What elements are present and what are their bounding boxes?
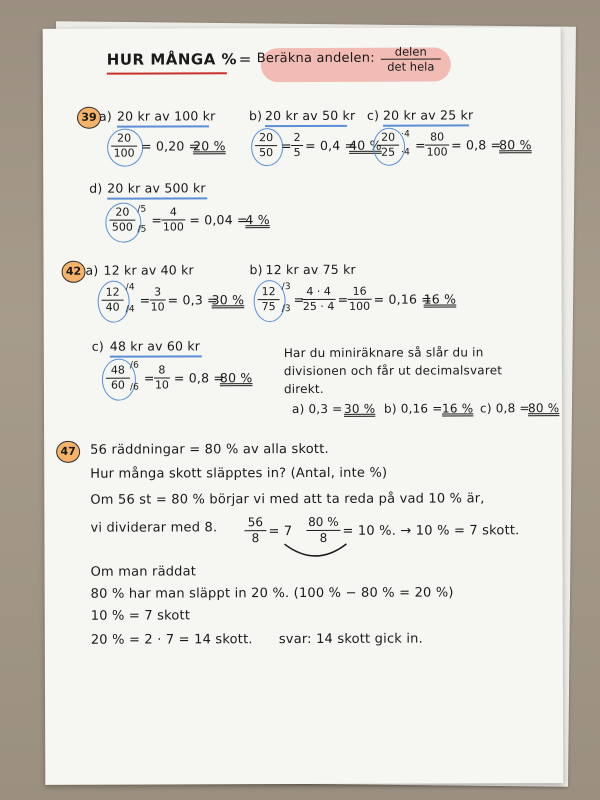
title-equals: = [238,50,252,69]
p39-a-answer: 20 % [193,138,226,154]
problem-39-number: 39 [77,107,101,129]
p42-b-question: 12 kr av 75 kr [265,261,356,278]
p42-a-den: 40 [105,300,120,314]
formula-denominator: det hela [387,59,435,74]
p42-a-label: a) [85,262,99,278]
calc-note-line2: divisionen och får ut decimalsvaret [283,363,503,379]
p42-b-fraction2 [302,286,336,313]
p42-c-num: 48 [110,363,125,377]
p42-b-fraction3 [348,286,372,313]
p42-a-num2: 3 [154,285,162,299]
p42-c-underline [110,355,202,357]
p42-b-den3: 100 [349,299,371,313]
p42-a-rest: = 0,3 = [167,292,218,308]
p39-d-answer: 4 % [245,212,270,228]
p39-b-num2: 2 [293,131,301,145]
p47-fraction1 [244,516,266,545]
p39-d-den: 500 [111,220,133,234]
calc-note-b-answer: 16 % [441,401,474,416]
p42-b-answer: 16 % [423,291,457,307]
p42-b-num2: 4 · 4 [306,284,331,298]
p42-c-num2: 8 [158,363,166,377]
p42-c-rest: = 0,8 = [173,370,225,386]
p39-c-label: c) [366,107,380,123]
p42-a-answer: 30 % [211,292,245,308]
p39-d-eq: = [151,212,163,228]
p42-b-div-top: /3 [281,282,291,293]
p39-c-den: 25 [381,145,396,159]
p42-c-label: c) [91,338,104,354]
formula-fraction [381,46,441,73]
p42-b-num3: 16 [352,284,367,298]
p47-f2-den: 8 [319,530,328,545]
p39-a-num: 20 [117,131,132,145]
p39-b-answer: 40 % [349,137,382,153]
p39-c-mul-bot: ·4 [401,147,411,158]
p39-d-rest: = 0,04 = [189,212,248,228]
p42-a-num: 12 [105,285,120,299]
p42-c-div-bot: /6 [129,382,140,393]
p39-a-den: 100 [113,146,135,160]
p42-a-fraction2 [150,286,166,313]
p42-b-num: 12 [261,285,276,299]
p47-fraction2 [306,516,340,545]
p39-c-eq: = [415,137,426,153]
p47-f1-den: 8 [251,531,260,546]
p47-line5: Om man räddat [90,564,197,580]
p39-c-num: 20 [381,130,396,144]
p39-a-label: a) [98,108,112,124]
p39-a-rest: = 0,20 = [141,138,200,154]
p39-a-underline [117,125,209,127]
p39-b-fraction2 [291,132,303,159]
p42-a-fraction [102,287,124,314]
p47-line3: Om 56 st = 80 % börjar vi med att ta reda på vad 10 % är, [90,491,485,508]
p39-a-question: 20 kr av 100 kr [116,108,216,124]
calc-note-c: c) 0,8 = [479,401,530,416]
p39-d-div-bot: /5 [137,224,147,235]
p39-b-num: 20 [259,131,274,145]
calc-note-a-answer: 30 % [343,401,376,416]
p39-b-underline [265,125,347,127]
p39-d-num2: 4 [169,205,177,219]
page-title: HUR MÅNGA % [106,50,238,69]
p42-c-den2: 10 [154,378,169,392]
calc-note-a: a) 0,3 = [291,401,343,417]
p42-c-fraction2 [154,364,170,391]
p42-b-den: 75 [261,300,276,314]
problem-47-number: 47 [56,441,80,463]
p42-b-eq2: = [337,291,349,307]
p42-b-label: b) [249,262,263,278]
p42-c-eq: = [143,370,155,386]
p39-c-fraction2 [425,131,449,158]
p39-c-rest: = 0,8 = [451,137,502,153]
p39-b-question: 20 kr av 50 kr [264,107,356,124]
p39-d-div-top: /5 [137,204,147,215]
p42-a-div-bot: /4 [125,304,135,315]
p39-d-fraction2 [161,206,185,233]
p39-b-den: 50 [259,146,274,160]
p42-b-fraction [258,286,280,313]
p39-d-fraction [109,207,135,234]
p42-b-den2: 25 · 4 [302,299,335,313]
calc-note-b: b) 0,16 = [383,401,443,416]
p47-f1-rest: = 7 [268,524,293,540]
p39-c-mul-top: ·4 [401,129,411,140]
p47-line1: 56 räddningar = 80 % av alla skott. [90,441,329,458]
p42-c-fraction [106,365,130,392]
p39-b-fraction [255,132,277,159]
p47-answer: svar: 14 skott gick in. [278,631,423,648]
p47-line6: 80 % har man släppt in 20 %. (100 % − 80 % = 20 %) [90,585,454,602]
p47-line8: 20 % = 2 · 7 = 14 skott. [90,632,253,648]
p39-d-label: d) [89,180,103,196]
p47-f2-rest: = 10 %. → 10 % = 7 skott. [342,523,520,539]
p42-a-eq: = [139,292,151,308]
p42-a-den2: 10 [150,300,165,314]
p47-line4: vi dividerar med 8. [90,520,218,536]
p42-a-div-top: /4 [125,282,135,293]
p39-a-fraction [111,133,137,160]
p42-b-div-bot: /3 [281,304,291,315]
p47-f2-num: 80 % [308,514,339,529]
p39-c-underline [383,124,469,126]
p39-b-label: b) [248,108,263,124]
p39-c-question: 20 kr av 25 kr [382,107,474,123]
worksheet-paper [43,27,564,785]
p39-d-question: 20 kr av 500 kr [107,180,206,196]
p39-d-num: 20 [115,205,130,219]
p42-b-eq: = [293,291,305,308]
p47-line2: Hur många skott släpptes in? (Antal, inte %) [90,465,388,482]
p42-c-den: 60 [110,378,125,392]
p39-b-eq: = [281,138,292,154]
p39-b-rest: = 0,4 = [305,137,356,153]
method-text: Beräkna andelen: [256,50,375,67]
p39-c-num2: 80 [430,130,445,144]
p39-d-den2: 100 [162,220,184,234]
title-underline [107,72,227,74]
p39-b-den2: 5 [293,146,301,160]
p39-d-underline [107,197,207,199]
p42-c-question: 48 kr av 60 kr [109,338,201,354]
p42-c-div-top: /6 [129,360,140,371]
problem-42-number: 42 [61,261,85,283]
formula-numerator: delen [394,44,427,59]
p47-f1-num: 56 [247,515,264,530]
calc-note-line3: direkt. [283,381,324,397]
p42-a-question: 12 kr av 40 kr [103,262,194,278]
p39-c-fraction [377,132,399,159]
p39-c-answer: 80 % [499,137,532,153]
calc-note-c-answer: 80 % [527,401,560,416]
calc-note-line1: Har du miniräknare så slår du in [283,345,484,361]
p42-b-rest: = 0,16 = [373,291,432,307]
p47-line7: 10 % = 7 skott [90,608,191,624]
p42-c-answer: 80 % [219,370,253,386]
p39-c-den2: 100 [426,145,448,159]
p47-connector-arc [280,542,350,564]
